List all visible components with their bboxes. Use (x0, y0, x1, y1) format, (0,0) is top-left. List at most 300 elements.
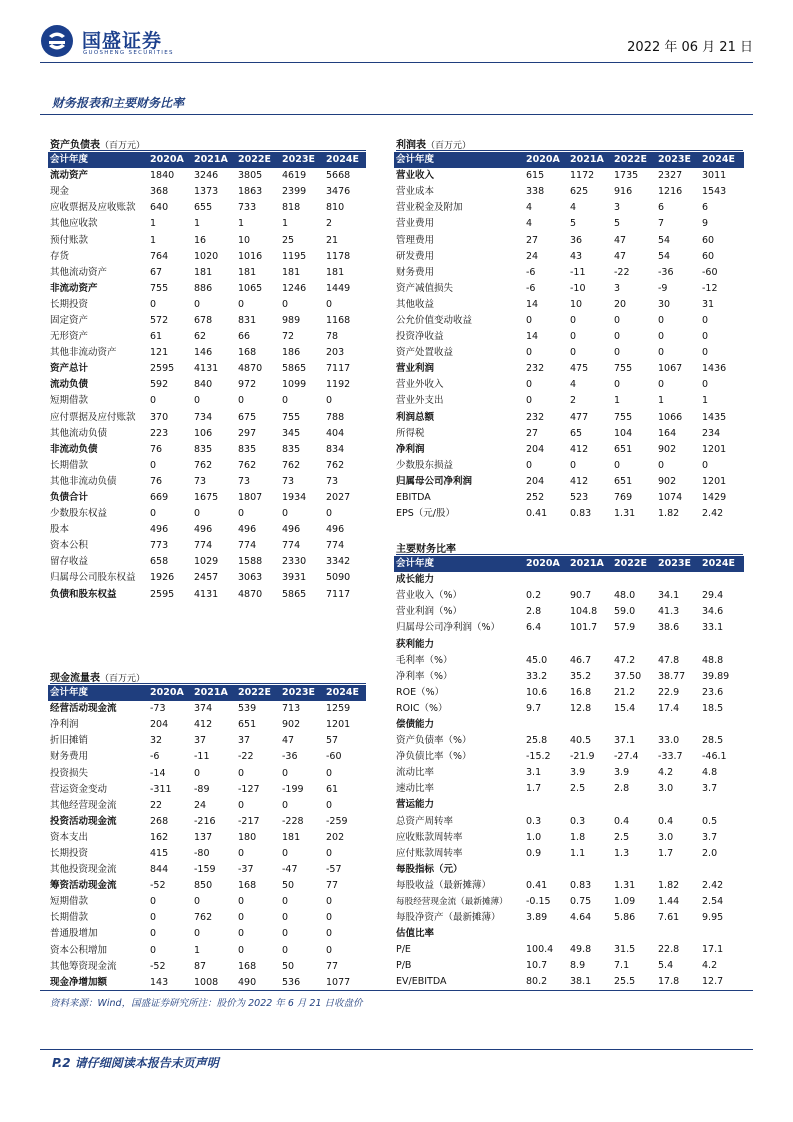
cell-value (700, 572, 744, 588)
cell-value: 2.42 (702, 508, 724, 520)
balance-sheet-title: 资产负债表（百万元） (50, 140, 146, 151)
cell-value: 0 (238, 896, 245, 908)
row-label: 负债和股东权益 (50, 588, 117, 600)
table-row (48, 554, 366, 570)
cell-value: 902 (282, 719, 301, 731)
cell-value: 17.4 (658, 702, 680, 714)
row-label: 财务费用 (50, 751, 89, 763)
column-header: 2024E (324, 685, 366, 701)
cell-value (568, 862, 612, 878)
column-header: 会计年度 (394, 152, 524, 168)
cell-value: 2.5 (614, 831, 630, 843)
cell-value: 72 (282, 331, 295, 343)
table-row (394, 200, 744, 216)
cell-value: 774 (238, 540, 257, 552)
row-label: 资产总计 (50, 363, 89, 375)
cell-value: 7117 (326, 363, 351, 375)
table-row (48, 265, 366, 281)
cell-value: 0 (326, 767, 333, 779)
row-label: 现金 (50, 186, 70, 198)
cell-value: 17.8 (658, 976, 680, 988)
table-row (48, 846, 366, 862)
cell-value: 0 (238, 508, 245, 520)
ratios-table (394, 556, 744, 991)
cell-value: 37 (194, 735, 207, 747)
cell-value: 5865 (282, 363, 307, 375)
cell-value: 54 (658, 250, 671, 262)
cell-value: 38.1 (570, 976, 592, 988)
cell-value (700, 926, 744, 942)
cell-value: 713 (282, 703, 301, 715)
cell-value: 232 (526, 363, 545, 375)
cell-value (700, 797, 744, 813)
cell-value: 20 (614, 298, 627, 310)
cell-value: 1.44 (658, 896, 680, 908)
cell-value: -127 (238, 783, 260, 795)
cell-value: 4131 (194, 363, 219, 375)
table-row (48, 830, 366, 846)
table-row (48, 458, 366, 474)
cell-value: 0 (570, 347, 577, 359)
cell-value: -73 (150, 703, 166, 715)
cell-value (612, 572, 656, 588)
column-header: 2021A (192, 152, 236, 168)
cell-value: 1.1 (570, 847, 586, 859)
table-row (394, 393, 744, 409)
column-header: 2020A (524, 556, 568, 572)
cell-value: -0.15 (526, 896, 551, 908)
cell-value: 0 (614, 347, 621, 359)
table-row (394, 814, 744, 830)
row-label: 归属母公司净利润 (396, 475, 473, 487)
cell-value: 0 (702, 331, 709, 343)
cell-value: 223 (150, 427, 169, 439)
income-statement-table (394, 152, 744, 522)
cell-value: 844 (150, 864, 169, 876)
row-label: 营业收入（%） (396, 590, 463, 602)
cell-value: 45.0 (526, 654, 548, 666)
cell-value: -228 (282, 815, 304, 827)
cell-value: 840 (194, 379, 213, 391)
cell-value: 0 (238, 767, 245, 779)
cell-value: 28.5 (702, 735, 724, 747)
cell-value (656, 717, 700, 733)
row-label: 资产减值损失 (396, 282, 454, 294)
cell-value: 1.3 (614, 847, 630, 859)
table-row (394, 588, 744, 604)
cell-value: 15.4 (614, 702, 636, 714)
cell-value: 6.4 (526, 622, 542, 634)
row-label: 资产处置收益 (396, 347, 454, 359)
table-row (394, 572, 744, 588)
table-row (48, 281, 366, 297)
cell-value: 0 (658, 459, 665, 471)
cell-value: 835 (238, 443, 257, 455)
cell-value: 734 (194, 411, 213, 423)
cell-value: 12.8 (570, 702, 592, 714)
table-row (48, 216, 366, 232)
income-title-rule (396, 150, 743, 151)
row-label: 营业外收入 (396, 379, 444, 391)
table-row (48, 894, 366, 910)
table-row (48, 522, 366, 538)
row-label: 财务费用 (396, 266, 435, 278)
cell-value: -36 (282, 751, 298, 763)
cell-value: 39.89 (702, 670, 730, 682)
table-row (48, 184, 366, 200)
cell-value: 2.8 (526, 606, 542, 618)
cell-value: 1840 (150, 170, 175, 182)
cell-value: 675 (238, 411, 257, 423)
cell-value: 180 (238, 831, 257, 843)
cell-value: 3.9 (614, 767, 630, 779)
cell-value: 4 (570, 202, 577, 214)
cell-value: 902 (658, 475, 677, 487)
row-label: ROE（%） (396, 686, 445, 698)
cell-value: 5865 (282, 588, 307, 600)
cell-value: 0 (238, 928, 245, 940)
cell-value: 4.2 (658, 767, 674, 779)
cell-value: -217 (238, 815, 260, 827)
cell-value: -12 (702, 282, 718, 294)
cell-value: 1543 (702, 186, 727, 198)
cell-value: 4131 (194, 588, 219, 600)
row-label: 获利能力 (396, 638, 435, 650)
cell-value: 370 (150, 411, 169, 423)
cell-value: 0 (702, 379, 709, 391)
row-label: 筹资活动现金流 (50, 880, 117, 892)
cell-value: -57 (326, 864, 342, 876)
cell-value: 232 (526, 411, 545, 423)
cell-value: 0 (238, 298, 245, 310)
row-label: 预付账款 (50, 234, 89, 246)
row-label: 无形资产 (50, 331, 89, 343)
cell-value: 164 (658, 427, 677, 439)
cell-value: 101.7 (570, 622, 598, 634)
cell-value: 764 (150, 250, 169, 262)
column-header: 会计年度 (48, 685, 148, 701)
table-row (394, 830, 744, 846)
cell-value: 1.31 (614, 508, 636, 520)
cell-value: 168 (238, 960, 257, 972)
cell-value: 204 (526, 443, 545, 455)
cell-value: 415 (150, 847, 169, 859)
cell-value: 0 (702, 314, 709, 326)
cell-value: 338 (526, 186, 545, 198)
cell-value: 1029 (194, 556, 219, 568)
table-row (394, 410, 744, 426)
row-label: 负债合计 (50, 492, 89, 504)
cell-value: 9.7 (526, 702, 542, 714)
cell-value: 4870 (238, 363, 263, 375)
row-label: P/B (396, 960, 412, 972)
cell-value: 3011 (702, 170, 727, 182)
cell-value: 1201 (702, 475, 727, 487)
cell-value: 1016 (238, 250, 263, 262)
table-row (394, 345, 744, 361)
cell-value: 755 (150, 282, 169, 294)
cell-value: 1435 (702, 411, 727, 423)
cell-value: 1065 (238, 282, 263, 294)
cell-value: 1934 (282, 492, 307, 504)
cell-value: 0 (282, 847, 289, 859)
cell-value: 181 (282, 266, 301, 278)
table-row (394, 894, 744, 910)
cell-value: 1.7 (526, 783, 542, 795)
row-label: 营业费用 (396, 218, 435, 230)
cell-value: 496 (282, 524, 301, 536)
cell-value: 73 (194, 475, 207, 487)
row-label: 其他非流动负债 (50, 475, 117, 487)
cell-value: 47.8 (658, 654, 680, 666)
table-header-row (394, 556, 744, 572)
row-label: 净负债比率（%） (396, 751, 472, 763)
cell-value: 41.3 (658, 606, 680, 618)
cell-value: 1429 (702, 492, 727, 504)
table-row (394, 942, 744, 958)
cell-value: 2 (570, 395, 577, 407)
cell-value: 22 (150, 799, 163, 811)
column-header: 2023E (656, 152, 700, 168)
cell-value: 7.61 (658, 912, 680, 924)
table-row (48, 814, 366, 830)
row-label: 流动资产 (50, 170, 89, 182)
table-row (48, 878, 366, 894)
cell-value: 40.5 (570, 735, 592, 747)
cell-value: 412 (194, 719, 213, 731)
cell-value (612, 926, 656, 942)
cell-value (612, 636, 656, 652)
cell-value: 204 (526, 475, 545, 487)
row-label: EBITDA (396, 492, 431, 504)
cell-value: 640 (150, 202, 169, 214)
cell-value: 1 (282, 218, 289, 230)
row-label: 营业利润（%） (396, 606, 463, 618)
cell-value: 4.64 (570, 912, 592, 924)
cell-value: 4 (526, 202, 533, 214)
cell-value: 10.6 (526, 686, 548, 698)
row-label: 营运能力 (396, 799, 435, 811)
cell-value: 27 (526, 427, 539, 439)
cell-value: 181 (282, 831, 301, 843)
cell-value: 2027 (326, 492, 351, 504)
cell-value: 1201 (326, 719, 351, 731)
row-label: 流动比率 (396, 767, 435, 779)
cell-value: 186 (282, 347, 301, 359)
table-row (48, 538, 366, 554)
table-row (394, 313, 744, 329)
cell-value: 25 (282, 234, 295, 246)
cell-value: -21.9 (570, 751, 595, 763)
table-row (48, 361, 366, 377)
table-header-row (48, 685, 366, 701)
cell-value: 0 (282, 395, 289, 407)
cell-value: 0 (150, 912, 157, 924)
cell-value: 4.2 (702, 960, 718, 972)
row-label: 归属母公司股东权益 (50, 572, 136, 584)
cell-value (700, 636, 744, 652)
cell-value (612, 717, 656, 733)
cell-value: 831 (238, 314, 257, 326)
table-row (394, 765, 744, 781)
row-label: 每股收益（最新摊薄） (396, 879, 492, 891)
row-label: 现金净增加额 (50, 976, 108, 988)
cell-value: 496 (150, 524, 169, 536)
cell-value: 1.0 (526, 831, 542, 843)
cashflow-title: 现金流量表（百万元） (50, 673, 146, 684)
table-row (48, 345, 366, 361)
cell-value: 21 (326, 234, 339, 246)
cell-value: 0 (194, 767, 201, 779)
column-header: 2024E (700, 556, 744, 572)
cell-value (568, 797, 612, 813)
cell-value: 78 (326, 331, 339, 343)
cell-value: 0 (238, 912, 245, 924)
cell-value: 1.09 (614, 896, 636, 908)
row-label: 应付账款周转率 (396, 847, 463, 859)
cell-value: 1066 (658, 411, 683, 423)
cell-value: 61 (326, 783, 339, 795)
cell-value: 2595 (150, 363, 175, 375)
section-title: 财务报表和主要财务比率 (52, 96, 185, 110)
column-header: 2020A (524, 152, 568, 168)
cell-value: 0 (194, 395, 201, 407)
cell-value (524, 862, 568, 878)
cell-value: -11 (194, 751, 210, 763)
cell-value: 834 (326, 443, 345, 455)
cell-value: -6 (526, 282, 536, 294)
cell-value: 0 (150, 508, 157, 520)
cell-value: 916 (614, 186, 633, 198)
cell-value: 50 (282, 880, 295, 892)
row-label: 其他经营现金流 (50, 799, 117, 811)
row-label: 其他收益 (396, 298, 435, 310)
cell-value: -10 (570, 282, 586, 294)
cell-value: 496 (326, 524, 345, 536)
cell-value: 7117 (326, 588, 351, 600)
cell-value: 810 (326, 202, 345, 214)
cell-value: 73 (282, 475, 295, 487)
cell-value: 3 (614, 282, 621, 294)
cell-value: 31 (702, 298, 715, 310)
cell-value: -11 (570, 266, 586, 278)
cell-value: 1 (194, 944, 201, 956)
cell-value: 0 (282, 912, 289, 924)
cell-value: 168 (238, 347, 257, 359)
cell-value: 60 (702, 250, 715, 262)
cell-value: 181 (238, 266, 257, 278)
cell-value: 202 (326, 831, 345, 843)
cell-value: 0 (326, 912, 333, 924)
column-header: 2021A (568, 152, 612, 168)
cell-value: 412 (570, 443, 589, 455)
cell-value: 1168 (326, 314, 351, 326)
cell-value: 4870 (238, 588, 263, 600)
cell-value: 1 (150, 234, 157, 246)
row-label: 固定资产 (50, 314, 89, 326)
cell-value: 669 (150, 492, 169, 504)
cell-value: 73 (238, 475, 251, 487)
cell-value: 9 (702, 218, 709, 230)
cell-value: -52 (150, 960, 166, 972)
cell-value: 625 (570, 186, 589, 198)
row-label: 每股指标（元） (396, 863, 463, 875)
cell-value: 0 (282, 896, 289, 908)
cell-value: 0.9 (526, 847, 542, 859)
row-label: EPS（元/股） (396, 508, 455, 520)
row-label: 营业收入 (396, 170, 435, 182)
cell-value: 37.50 (614, 670, 642, 682)
cell-value: 29.4 (702, 590, 724, 602)
cell-value: -36 (658, 266, 674, 278)
cell-value: 3.7 (702, 783, 718, 795)
row-label: 其他投资现金流 (50, 864, 117, 876)
cell-value: 0 (702, 347, 709, 359)
cell-value: 818 (282, 202, 301, 214)
column-header: 2020A (148, 152, 192, 168)
row-label: 经营活动现金流 (50, 703, 117, 715)
cell-value: 850 (194, 880, 213, 892)
row-label: 投资净收益 (396, 331, 444, 343)
table-row (394, 232, 744, 248)
column-header: 2021A (192, 685, 236, 701)
cell-value: -46.1 (702, 751, 727, 763)
table-row (394, 620, 744, 636)
cell-value: 21.2 (614, 686, 636, 698)
cell-value: 3063 (238, 572, 263, 584)
cell-value: 592 (150, 379, 169, 391)
cell-value: 66 (238, 331, 251, 343)
cell-value: 62 (194, 331, 207, 343)
table-row (394, 281, 744, 297)
table-header-row (48, 152, 366, 168)
row-label: 折旧摊销 (50, 735, 89, 747)
cell-value: 762 (238, 459, 257, 471)
cell-value: 104.8 (570, 606, 598, 618)
cell-value: 0 (702, 459, 709, 471)
table-row (394, 862, 744, 878)
cell-value: 34.1 (658, 590, 680, 602)
row-label: 每股净资产（最新摊薄） (396, 912, 501, 924)
cell-value: 7 (658, 218, 665, 230)
row-label: ROIC（%） (396, 702, 448, 714)
cell-value: 972 (238, 379, 257, 391)
cell-value: 4619 (282, 170, 307, 182)
table-row (48, 782, 366, 798)
page-footer: P.2 请仔细阅读本报告末页声明 (52, 1056, 219, 1070)
row-label: 营运资金变动 (50, 783, 108, 795)
row-label: 营业利润 (396, 363, 435, 375)
cell-value: -159 (194, 864, 216, 876)
cell-value (524, 797, 568, 813)
cell-value: 0 (282, 928, 289, 940)
table-row (394, 168, 744, 184)
table-row (48, 426, 366, 442)
cell-value: 37 (238, 735, 251, 747)
cell-value: -216 (194, 815, 216, 827)
cell-value: 490 (238, 976, 257, 988)
cell-value (568, 636, 612, 652)
cell-value: 32 (150, 735, 163, 747)
cell-value: 1863 (238, 186, 263, 198)
cell-value: 0.3 (526, 815, 542, 827)
cell-value: 3342 (326, 556, 351, 568)
cell-value: -259 (326, 815, 348, 827)
cell-value: 2327 (658, 170, 683, 182)
cell-value: 7.1 (614, 960, 630, 972)
cell-value: 835 (194, 443, 213, 455)
tables-bottom-rule (40, 990, 753, 991)
